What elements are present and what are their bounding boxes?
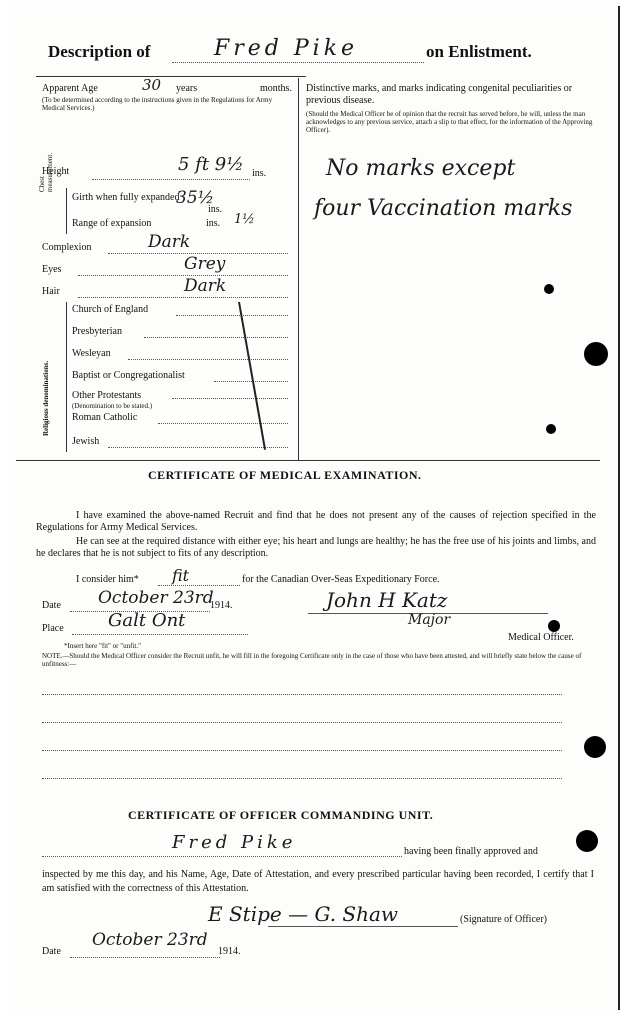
girth-ins: ins. <box>208 204 223 215</box>
months-label: months. <box>260 83 292 94</box>
hair-label: Hair <box>42 286 60 297</box>
medical-officer-label: Medical Officer. <box>508 632 574 643</box>
insert-note: *Insert here "fit" or "unfit." <box>64 642 141 650</box>
religion-church-of-england: Church of England <box>72 304 149 315</box>
unfitness-note: NOTE.—Should the Medical Officer consider the Recruit unfit, he will fill in the foregoing Certificate only in the case of those who have been attested, and will briefly state below the cause of unfitness:— <box>42 652 582 668</box>
title-prefix: Description of <box>48 42 151 61</box>
religion-other-protestants: Other Protestants <box>72 390 142 401</box>
range-value: 1½ <box>234 212 255 227</box>
punch-hole <box>584 342 608 366</box>
having-approved-text: having been finally approved and <box>404 846 538 857</box>
religion-jewish: Jewish <box>72 436 100 447</box>
religion-roman-catholic: Roman Catholic <box>72 412 138 423</box>
officer-recruit-name: Fred Pike <box>172 832 297 853</box>
height-value: 5 ft 9½ <box>178 154 244 175</box>
distinctive-marks-heading: Distinctive marks, and marks indicating congenital peculiarities or previous disease. <box>306 83 573 106</box>
consider-value: fit <box>172 566 190 585</box>
officer-date-value: October 23rd <box>92 930 208 950</box>
consider-suffix: for the Canadian Over-Seas Expeditionary Force. <box>242 574 440 585</box>
punch-hole <box>576 830 598 852</box>
officer-signature: E Stipe — G. Shaw <box>208 902 399 926</box>
girth-value: 35½ <box>176 188 215 208</box>
religion-wesleyan: Wesleyan <box>72 348 111 359</box>
medical-date-value: October 23rd <box>98 588 214 608</box>
consider-label: I consider him* <box>76 574 139 585</box>
religion-note: (Denomination to be stated.) <box>72 402 153 410</box>
medical-officer-signature: John H Katz <box>326 588 448 612</box>
distinctive-marks-note: (Should the Medical Officer be of opinion that the recruit has served before, he will, unless the man acknowledges to any previous service, attach a slip to that effect, for the information of the Approving Officer). <box>306 110 593 134</box>
height-ins: ins. <box>252 168 267 179</box>
medical-certificate-title: CERTIFICATE OF MEDICAL EXAMINATION. <box>148 468 422 482</box>
height-label: Height <box>42 166 70 177</box>
signature-of-officer-label: (Signature of Officer) <box>460 914 548 925</box>
age-value: 30 <box>142 76 162 94</box>
marks-line-2: four Vaccination marks <box>314 196 573 221</box>
recruit-name: Fred Pike <box>214 36 359 61</box>
medical-date-year: 1914. <box>210 600 233 611</box>
officer-date-year: 1914. <box>218 946 241 957</box>
medical-officer-rank: Major <box>408 612 451 628</box>
punch-hole <box>546 424 556 434</box>
punch-hole <box>548 620 560 632</box>
religion-label: Religious denominations. <box>42 360 50 436</box>
girth-label: Girth when fully expanded <box>72 192 180 203</box>
officer-certificate-title: CERTIFICATE OF OFFICER COMMANDING UNIT. <box>128 808 434 822</box>
punch-hole <box>584 736 606 758</box>
officer-paragraph: inspected by me this day, and his Name, Age, Date of Attestation, and every prescribed particular having been recorded, I certify that I am satisfied with the correctness of this Attestation. <box>42 869 594 894</box>
eyes-value: Grey <box>184 254 226 274</box>
religion-presbyterian: Presbyterian <box>72 326 122 337</box>
medical-place-value: Galt Ont <box>108 610 186 631</box>
officer-date-label: Date <box>42 946 61 957</box>
age-note: (To be determined according to the instructions given in the Regulations for Army Medical Services.) <box>42 96 273 112</box>
apparent-age-label: Apparent Age <box>42 83 98 94</box>
title-suffix: on Enlistment. <box>426 42 532 61</box>
hair-value: Dark <box>184 276 227 296</box>
range-label: Range of expansion <box>72 218 152 229</box>
chest-label: Chest measurement. <box>38 152 54 192</box>
complexion-label: Complexion <box>42 242 92 253</box>
eyes-label: Eyes <box>42 264 62 275</box>
medical-paragraph-1: I have examined the above-named Recruit and find that he does not present any of the causes of rejection specified in the Regulations for Army Medical Services. <box>36 510 596 533</box>
complexion-value: Dark <box>148 232 191 252</box>
marks-line-1: No marks except <box>326 156 516 181</box>
medical-place-label: Place <box>42 623 64 634</box>
range-ins: ins. <box>206 218 221 229</box>
enlistment-form-page <box>8 6 620 1010</box>
punch-hole <box>544 284 554 294</box>
years-label: years <box>176 83 198 94</box>
medical-date-label: Date <box>42 600 61 611</box>
medical-paragraph-2: He can see at the required distance with either eye; his heart and lungs are healthy; he has the free use of his joints and limbs, and he declares that he is not subject to fits of any description. <box>36 536 596 559</box>
religion-baptist: Baptist or Congregationalist <box>72 370 185 381</box>
